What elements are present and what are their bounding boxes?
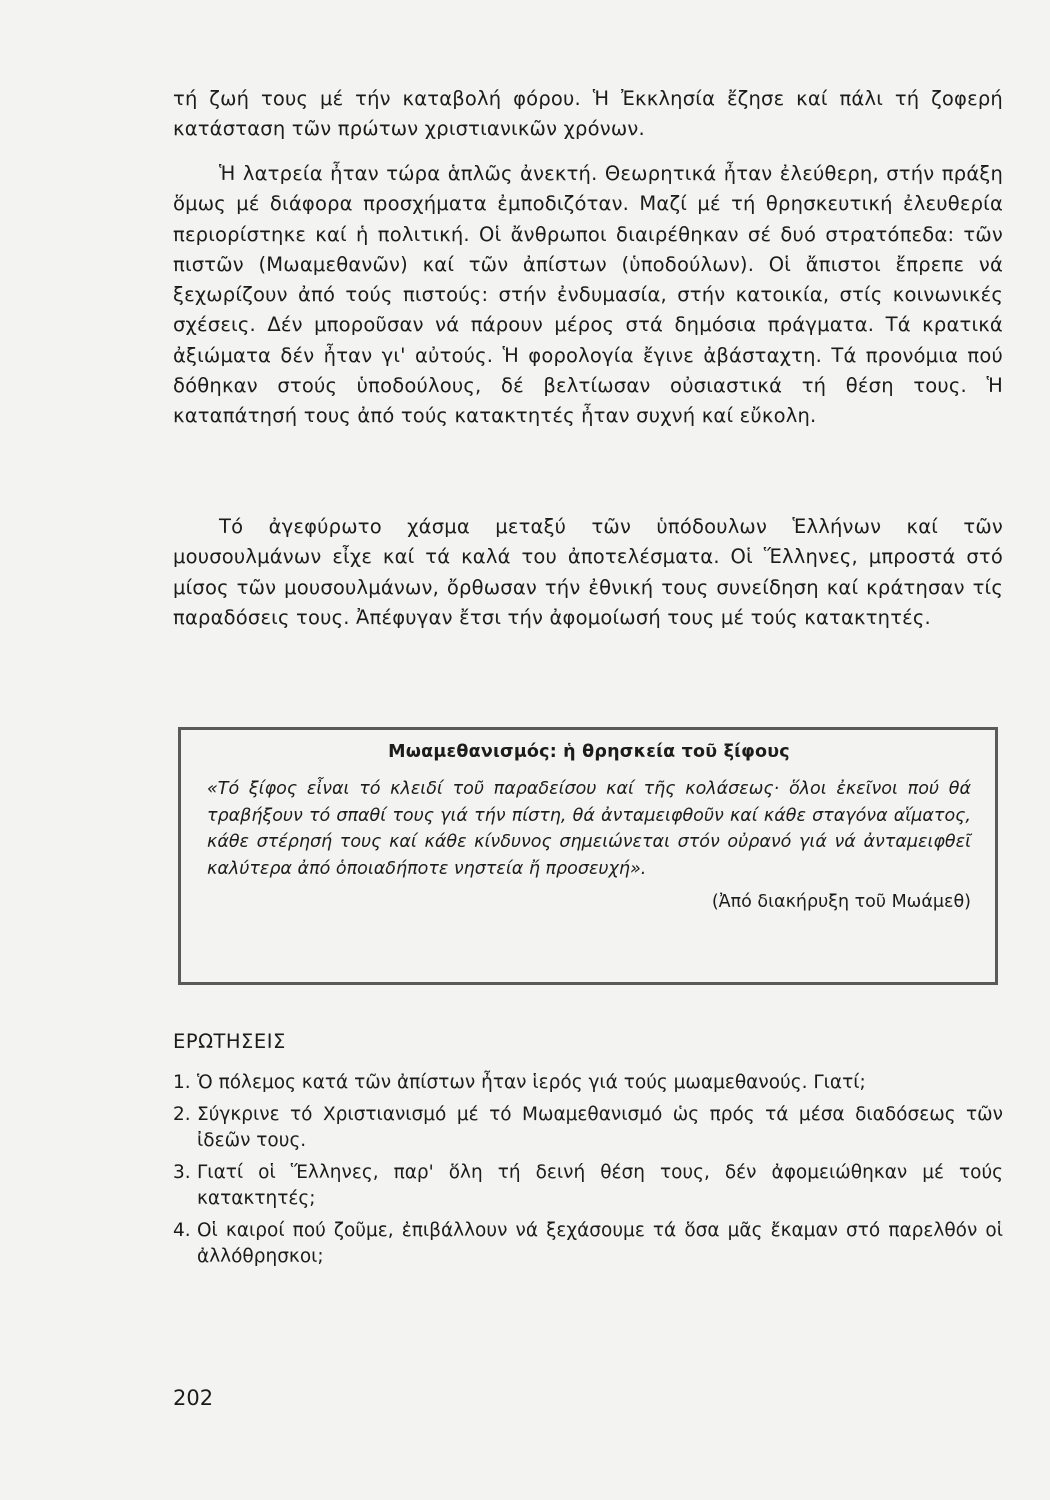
paragraph-1: τή ζωή τους μέ τήν καταβολή φόρου. Ἡ Ἐκκλησία ἔζησε καί πάλι τή ζοφερή κατάσταση τῶν πρώτων χριστιανικῶν χρόνων. [173,87,1003,141]
question-text: Γιατί οἱ Ἕλληνες, παρ' ὅλη τή δεινή θέση τους, δέν ἀφομειώθηκαν μέ τούς κατακτητές; [197,1162,1003,1209]
question-text: Οἱ καιροί πού ζοῦμε, ἐπιβάλλουν νά ξεχάσουμε τά ὅσα μᾶς ἔκαμαν στό παρελθόν οἱ ἀλλόθρησκοι; [197,1220,1003,1267]
question-text: Σύγκρινε τό Χριστιανισμό μέ τό Μωαμεθανισμό ὡς πρός τά μέσα διαδόσεως τῶν ἰδεῶν τους. [197,1104,1003,1151]
paragraph-2: Ἡ λατρεία ἦταν τώρα ἁπλῶς ἀνεκτή. Θεωρητικά ἦταν ἐλεύθερη, στήν πράξη ὅμως μέ διάφορα προσχήματα ἐμποδιζόταν. Μαζί μέ τή θρησκευτική ἐλευθερία περιορίστηκε καί ἡ πολιτική. Οἱ ἄνθρωποι διαιρέθηκαν σέ δυό στρατόπεδα: τῶν πιστῶν (Μωαμεθανῶν) καί τῶν ἀπίστων (ὑποδούλων). Οἱ ἄπιστοι ἔπρεπε νά ξεχωρίζουν ἀπό τούς πιστούς: στήν ἐνδυμασία, στήν κατοικία, στίς κοινωνικές σχέσεις. Δέν μποροῦσαν νά πάρουν μέρος στά δημόσια πράγματα. Τά κρατικά ἀξιώματα δέν ἦταν γι' αὐτούς. Ἡ φορολογία ἔγινε ἀβάσταχτη. Τά προνόμια πού δόθηκαν στούς ὑποδούλους, δέ βελτίωσαν οὐσιαστικά τή θέση τους. Ἡ καταπάτησή τους ἀπό τούς κατακτητές ἦταν συχνή καί εὔκολη. [173,162,1003,428]
question-item [173,1160,1003,1212]
question-number: 4. [173,1220,191,1241]
question-text: Ὁ πόλεμος κατά τῶν ἀπίστων ἦταν ἱερός γιά τούς μωαμεθανούς. Γιατί; [197,1072,866,1093]
questions-list [173,1070,1003,1276]
question-item [173,1070,1003,1096]
quote-box-text: «Τό ξίφος εἶναι τό κλειδί τοῦ παραδείσου καί τῆς κολάσεως· ὅλοι ἐκεῖνοι πού θά τραβήξουν τό σπαθί τους γιά τήν πίστη, θά ἀνταμειφθοῦν καί κάθε σταγόνα αἵματος, κάθε στέρησή τους καί κάθε κίνδυνος σημειώνεται στόν οὐρανό γιά νά ἀνταμειφθεῖ καλύτερα ἀπό ὁποιαδήποτε νηστεία ἤ προσευχή». [207,779,971,879]
question-number: 2. [173,1104,191,1125]
question-number: 1. [173,1072,191,1093]
question-item [173,1102,1003,1154]
questions-heading: ΕΡΩΤΗΣΕΙΣ [173,1030,286,1053]
quote-box [178,727,998,985]
quote-box-title: Μωαμεθανισμός: ἡ θρησκεία τοῦ ξίφους [388,742,790,762]
question-item [173,1218,1003,1270]
page-number: 202 [173,1386,214,1410]
paragraph-3: Τό ἀγεφύρωτο χάσμα μεταξύ τῶν ὑπόδουλων Ἑλλήνων καί τῶν μουσουλμάνων εἶχε καί τά καλά του ἀποτελέσματα. Οἱ Ἕλληνες, μπροστά στό μίσος τῶν μουσουλμάνων, ὄρθωσαν τήν ἐθνική τους συνείδηση καί κράτησαν τίς παραδόσεις τους. Ἀπέφυγαν ἔτσι τήν ἀφομοίωσή τους μέ τούς κατακτητές. [173,515,1003,629]
quote-box-source: (Ἀπό διακήρυξη τοῦ Μωάμεθ) [711,892,971,912]
question-number: 3. [173,1162,191,1183]
